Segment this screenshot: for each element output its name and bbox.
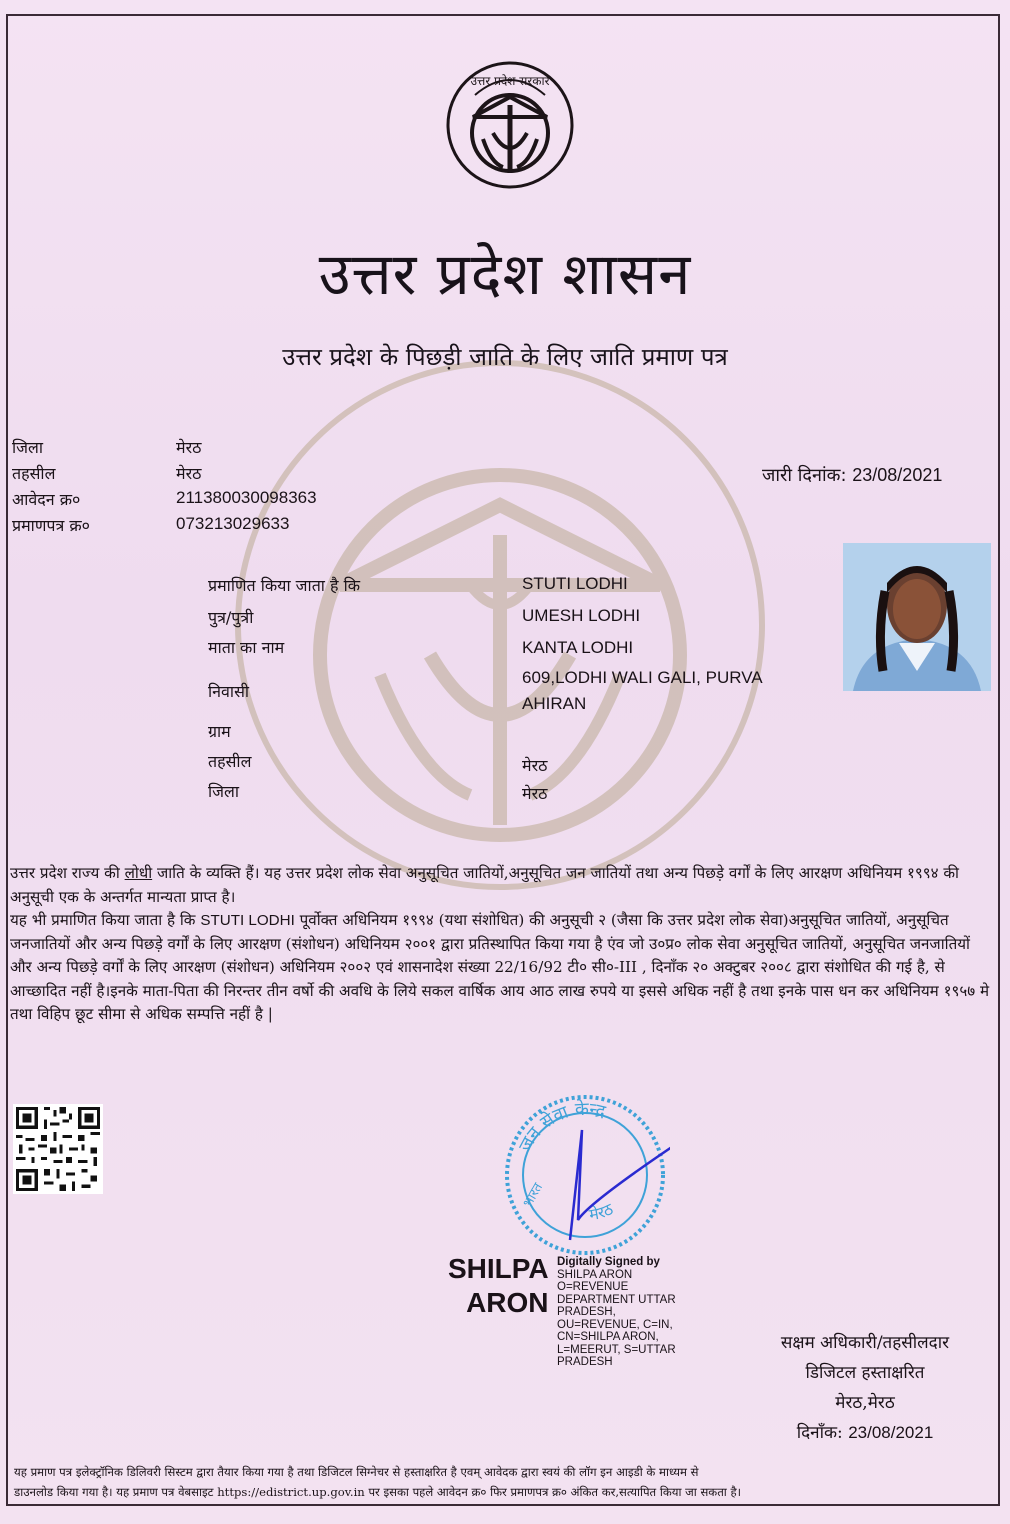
up-government-emblem-icon (445, 55, 575, 195)
application-number-label: आवेदन क्र० (12, 490, 81, 509)
issuing-officer (740, 1328, 990, 1448)
signer-first-name: SHILPA (448, 1253, 549, 1284)
detail-tehsil-label: तहसील (208, 752, 252, 771)
body-paragraph-1 (10, 862, 990, 909)
officer-date (740, 1418, 990, 1448)
body-p1-end: जाति के व्यक्ति हैं। यह उत्तर प्रदेश लोक सेवा अनुसूचित जातियों,अनुसूचित जन जातियों तथा अन्य पिछड़े वर्गों के लिए आरक्षण अधिनियम १९९४ की अनुसूची एक के अन्तर्गत मान्यता प्राप्त है। (10, 864, 959, 906)
issue-date-value: 23/08/2021 (852, 465, 943, 485)
officer-date-value: 23/08/2021 (848, 1423, 934, 1442)
detail-district-value: मेरठ (522, 784, 548, 803)
address-line-2: AHIRAN (522, 694, 587, 713)
jan-seva-kendra-stamp (500, 1090, 670, 1260)
resident-label: निवासी (208, 682, 250, 701)
father-name: UMESH LODHI (522, 606, 641, 625)
tehsil-value: मेरठ (176, 464, 202, 483)
officer-designation: सक्षम अधिकारी/तहसीलदार (780, 1333, 950, 1353)
officer-date-label: दिनाँक: (796, 1423, 843, 1443)
digi-line: O=REVENUE (557, 1281, 629, 1293)
body-applicant-name: STUTI LODHI (200, 912, 295, 929)
certificate-body (10, 862, 990, 1027)
digi-line: DEPARTMENT UTTAR (557, 1293, 676, 1306)
district-value: मेरठ (176, 438, 202, 457)
caste-name: लोधी (124, 864, 153, 882)
stamp-bottom-text: मेरठ (587, 1199, 617, 1225)
footer-line-1: यह प्रमाण पत्र इलेक्ट्रॉनिक डिलिवरी सिस्टम द्वारा तैयार किया गया है तथा डिजिटल सिग्नेचर से हस्ताक्षरित है एवम् आवेदक द्वारा स्वयं की लॉग इन आइडी के माध्यम से (14, 1465, 699, 1479)
tehsil-label: तहसील (12, 464, 56, 483)
svg-text:जन सेवा केन्द्र (515, 1098, 608, 1155)
body-p2-end: पूर्वोक्त अधिनियम १९९४ (यथा संशोधित) की अनुसूची २ (जैसा कि उत्तर प्रदेश लोक सेवा)अनुसूचित जातियों, अनुसूचित जनजातियों और अन्य पिछड़े वर्गों के लिए आरक्षण (संशोधन) अधिनियम २००१ द्वारा प्रतिस्थापित किया गया है एंव जो उ०प्र० लोक सेवा अनुसूचित जातियों, अनुसूचित जनजातियों और अन्य पिछड़े वर्गों के लिए आरक्षण (संशोधन) अधिनियम २००२ एवं शासनादेश संख्या 22/16/92 टी० सी०-III , दिनाँक २० अक्टुबर २००८ द्वारा संशोधित की गई है, से आच्छादित नहीं है।इनके माता-पिता की निरन्तर तीन वर्षो की अवधि के लिये सकल वार्षिक आय आठ लाख रुपये या इससे अधिक नहीं है तथा इनके पास धन कर अधिनियम १९५७ मे तथा विहिप छूट सीमा से अधिक सम्पत्ति नहीं है | (10, 911, 990, 1023)
mother-label: माता का नाम (208, 638, 285, 657)
issue-date-label: जारी दिनांक: (762, 465, 847, 486)
village-label: ग्राम (208, 722, 231, 741)
certificate-number-value: 073213029633 (176, 514, 290, 533)
digi-line: SHILPA ARON (557, 1268, 633, 1281)
certificate-number-label: प्रमाणपत्र क्र० (12, 516, 90, 535)
detail-tehsil-value: मेरठ (522, 756, 548, 775)
officer-digitally-signed: डिजिटल हस्ताक्षरित (805, 1363, 925, 1383)
applicant-photo (843, 543, 991, 691)
digi-line: L=MEERUT, S=UTTAR (557, 1343, 676, 1356)
officer-location: मेरठ,मेरठ (835, 1393, 895, 1413)
address-line-1: 609,LODHI WALI GALI, PURVA (522, 668, 763, 687)
digi-line: PRADESH (557, 1356, 613, 1368)
body-p1-start: उत्तर प्रदेश राज्य की (10, 864, 125, 882)
digital-signature-details (557, 1256, 707, 1369)
certified-label: प्रमाणित किया जाता है कि (208, 576, 361, 595)
emblem-watermark (230, 355, 770, 895)
detail-district-label: जिला (208, 782, 240, 801)
stamp-top-text: जन सेवा केन्द्र (514, 1098, 608, 1156)
svg-text:मेरठ (588, 1199, 617, 1224)
signer-name (448, 1252, 549, 1320)
body-p2-start: यह भी प्रमाणित किया जाता है कि (10, 911, 201, 929)
certificate-subtitle: उत्तर प्रदेश के पिछड़ी जाति के लिए जाति प्रमाण पत्र (282, 343, 728, 371)
qr-code (13, 1104, 103, 1194)
signer-last-name: ARON (466, 1287, 549, 1318)
digi-line: PRADESH, (557, 1306, 616, 1318)
mother-name: KANTA LODHI (522, 638, 634, 657)
digi-line: OU=REVENUE, C=IN, (557, 1318, 673, 1331)
digi-line: Digitally Signed by (557, 1256, 660, 1268)
parent-label: पुत्र/पुत्री (208, 608, 254, 627)
stamp-side-text: भारत (520, 1180, 547, 1210)
emblem-text: उत्तर प्रदेश सरकार (470, 74, 550, 88)
digi-line: CN=SHILPA ARON, (557, 1331, 659, 1343)
body-paragraph-2 (10, 909, 990, 1027)
footer-note (14, 1462, 994, 1502)
application-number-value: 211380030098363 (176, 488, 317, 507)
page-title: उत्तर प्रदेश शासन (318, 240, 692, 308)
footer-line-2: डाउनलोड किया गया है। यह प्रमाण पत्र वेबसाइट https://edistrict.up.gov.in पर इसका पहले आवेदन क्र० फिर प्रमाणपत्र क्र० अंकित कर,सत्यापित किया जा सकता है। (14, 1485, 742, 1499)
district-label: जिला (12, 438, 44, 457)
applicant-name: STUTI LODHI (522, 574, 628, 593)
issue-date (762, 463, 942, 487)
handwritten-signature (570, 1115, 670, 1240)
